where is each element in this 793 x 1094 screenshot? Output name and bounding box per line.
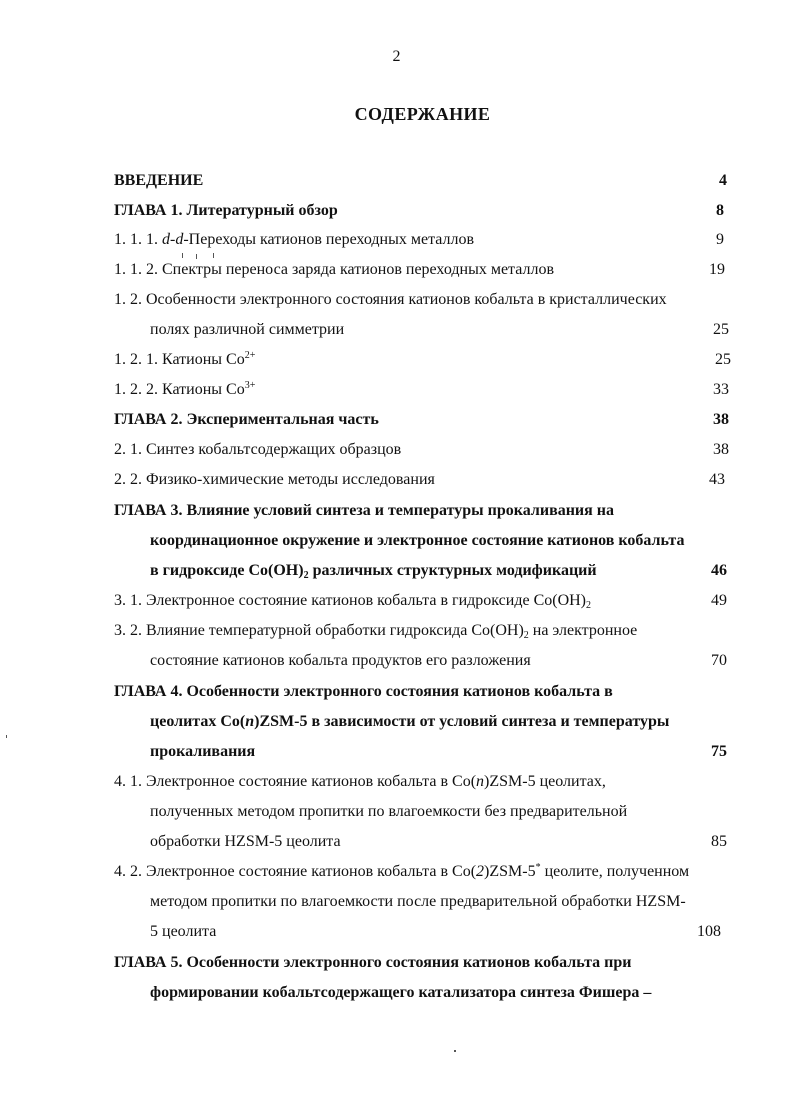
toc-s42-line1: 4. 2. Электронное состояние катионов кобальта в Co(2)ZSM-5* цеолите, полученном	[114, 862, 690, 880]
toc-s12-line2: полях различной симметрии	[150, 321, 345, 338]
toc-ch2-page: 38	[713, 411, 729, 428]
toc-intro-text: ВВЕДЕНИЕ	[114, 172, 204, 189]
toc-s22-page: 43	[709, 471, 725, 488]
toc-ch4-line1: ГЛАВА 4. Особенности электронного состояния катионов кобальта в	[114, 683, 613, 700]
scan-speck	[182, 253, 183, 258]
toc-s12-page: 25	[713, 321, 729, 338]
toc-s122-page: 33	[713, 381, 729, 398]
toc-s42-page: 108	[697, 923, 721, 940]
toc-ch3-line2: координационное окружение и электронное состояние катионов кобальта	[150, 532, 685, 549]
toc-ch5-line2: формировании кобальтсодержащего катализатора синтеза Фишера –	[150, 984, 652, 1001]
scan-speck	[213, 253, 214, 258]
toc-s112-text: 1. 1. 2. Спектры переноса заряда катионов переходных металлов	[114, 261, 554, 278]
toc-s41-line1: 4. 1. Электронное состояние катионов кобальта в Co(n)ZSM-5 цеолитах,	[114, 773, 606, 790]
toc-ch4-page: 75	[711, 743, 727, 760]
toc-s121-text: 1. 2. 1. Катионы $Co^{2+}$	[114, 350, 256, 368]
toc-intro-page: 4	[719, 172, 727, 189]
toc-ch1-page: 8	[716, 202, 724, 219]
toc-ch5-line1: ГЛАВА 5. Особенности электронного состояния катионов кобальта при	[114, 954, 632, 971]
toc-s42-line3: 5 цеолита	[150, 923, 217, 940]
toc-s22-text: 2. 2. Физико-химические методы исследования	[114, 471, 435, 488]
toc-s32-page: 70	[711, 652, 727, 669]
toc-ch4-line3: прокаливания	[150, 743, 256, 760]
toc-s12-line1: 1. 2. Особенности электронного состояния катионов кобальта в кристаллических	[114, 291, 667, 308]
toc-ch3-line1: ГЛАВА 3. Влияние условий синтеза и температуры прокаливания на	[114, 502, 615, 519]
scan-speck	[6, 735, 7, 738]
toc-s112-page: 19	[709, 261, 725, 278]
page-number: 2	[392, 48, 401, 65]
toc-s41-line2: полученных методом пропитки по влагоемкости без предварительной	[150, 803, 628, 820]
toc-ch3-line3: в гидроксиде $Co(OH)_2$ различных структурных модификаций	[150, 562, 597, 581]
toc-ch1-text: ГЛАВА 1. Литературный обзор	[114, 202, 338, 219]
toc-ch2-text: ГЛАВА 2. Экспериментальная часть	[114, 411, 379, 428]
toc-s32-line1: 3. 2. Влияние температурной обработки гидроксида $Co(OH)_2$ на электронное	[114, 622, 638, 641]
scan-speck	[454, 1050, 456, 1052]
toc-s32-line2: состояние катионов кобальта продуктов его разложения	[150, 652, 531, 669]
toc-s41-line3: обработки HZSM-5 цеолита	[150, 833, 341, 850]
toc-s111-text: 1. 1. 1. d-d-Переходы катионов переходных металлов	[114, 231, 475, 248]
page-title: СОДЕРЖАНИЕ	[354, 104, 491, 124]
toc-s21-text: 2. 1. Синтез кобальтсодержащих образцов	[114, 441, 402, 458]
toc-ch3-page: 46	[711, 562, 727, 579]
toc-s21-page: 38	[713, 441, 729, 458]
scan-speck	[196, 254, 197, 259]
toc-s42-line2: методом пропитки по влагоемкости после предварительной обработки HZSM-	[150, 893, 686, 910]
toc-s121-page: 25	[715, 351, 731, 368]
toc-ch4-line2: цеолитах Co(n)ZSM-5 в зависимости от условий синтеза и температуры	[150, 713, 670, 730]
toc-s31-page: 49	[711, 592, 727, 609]
toc-s122-text: 1. 2. 2. Катионы $Co^{3+}$	[114, 380, 256, 398]
toc-s111-page: 9	[716, 231, 724, 248]
toc-s41-page: 85	[711, 833, 727, 850]
toc-s31-text: 3. 1. Электронное состояние катионов кобальта в гидроксиде $Co(OH)_2$	[114, 592, 592, 611]
